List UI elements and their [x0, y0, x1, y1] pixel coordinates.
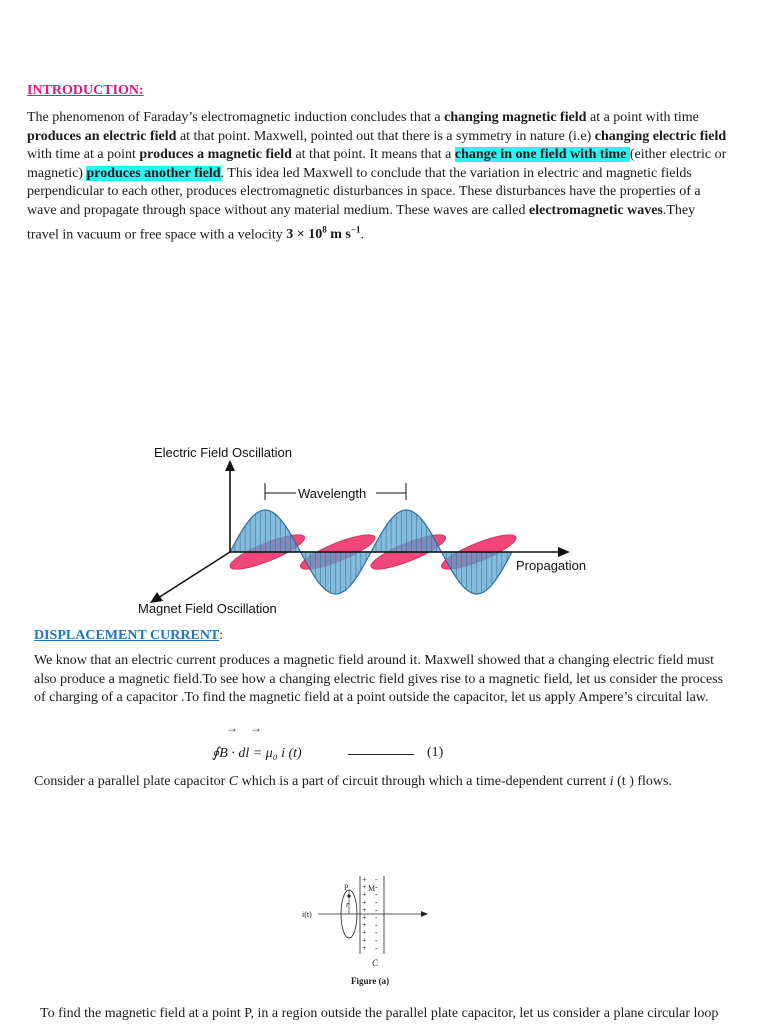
- minus-sign: -: [375, 920, 378, 930]
- minus-sign: -: [375, 905, 378, 915]
- axis-arrow-icon: [225, 460, 235, 471]
- minus-sign: -: [375, 875, 378, 884]
- text-run: with time at a point: [27, 147, 140, 163]
- minus-sign: -: [375, 943, 378, 953]
- minus-sign: -: [375, 935, 378, 945]
- highlight-run: change in one field with time: [454, 147, 630, 163]
- magnetic-field-label: Magnet Field Oscillation: [138, 601, 277, 616]
- plus-sign: +: [362, 920, 367, 930]
- minus-sign: -: [375, 897, 378, 907]
- figure-caption: Figure (a): [351, 976, 390, 986]
- vector-arrow-icon: →: [250, 721, 262, 735]
- displacement-paragraph: We know that an electric current produces a magnetic field around it. Maxwell showed that a changing electric field must also produce a magnetic field.To see how a changing electric field gives rise to a magnetic field, let us consider the process of charging of a capacitor .To find the magnetic field at a point outside the capacitor, let us apply Ampere’s circuital law.: [34, 653, 724, 706]
- radius-label: r: [346, 900, 350, 909]
- ampere-equation: ∮B ∙ dl = μ₀ i (t): [212, 746, 302, 761]
- minus-sign: -: [375, 913, 378, 922]
- plus-sign: +: [362, 897, 367, 907]
- plus-sign: +: [362, 943, 367, 953]
- plus-sign: +: [362, 890, 367, 900]
- current-label: i(t): [302, 910, 312, 919]
- propagation-label: Propagation: [516, 558, 587, 573]
- point-p-label: P: [344, 883, 349, 892]
- bold-run: produces an electric field: [27, 128, 177, 144]
- highlight-run: produces another field: [86, 165, 221, 181]
- text-run: at a point with time: [586, 110, 699, 125]
- text-run: .: [360, 227, 365, 243]
- text-run: .They travel in vacuum or free space with a velocity: [27, 202, 696, 243]
- loop-paragraph: To find the magnetic field at a point P, in a region outside the parallel plate capacitor, let us consider a plane circular loop: [40, 1006, 719, 1021]
- vector-arrow-icon: →: [226, 721, 238, 735]
- bold-run: electromagnetic waves: [529, 202, 663, 218]
- capacitor-figure: [298, 874, 433, 974]
- introduction-heading: INTRODUCTION:: [27, 83, 144, 98]
- introduction-paragraph: [27, 109, 729, 245]
- plus-sign: +: [362, 913, 367, 922]
- plus-sign: +: [362, 905, 367, 915]
- wavelength-label: Wavelength: [298, 486, 367, 501]
- velocity-value: $3 \times 10^8$ m $s^{-1}$: [286, 224, 361, 243]
- text-run: . This idea led Maxwell to conclude that the variation in electric and magnetic fields perpendicular to each other, produces electromagnetic disturbances in space. These disturbances have the properties of a wave and propagate through space without any material medium. These waves are called: [27, 165, 701, 218]
- plus-sign: +: [362, 882, 367, 892]
- capacitor-label: C: [372, 958, 379, 968]
- plus-sign: +: [362, 935, 367, 945]
- current-arrow-icon: [421, 911, 428, 917]
- minus-sign: -: [375, 890, 378, 900]
- text-run: The phenomenon of Faraday’s electromagnetic induction concludes that a: [27, 110, 445, 125]
- equation-dash: [348, 754, 414, 755]
- axis-arrow-icon: [558, 547, 570, 557]
- minus-sign: -: [375, 882, 378, 892]
- text-run: at that point. It means that a: [291, 147, 455, 163]
- magnetic-axis: [158, 552, 230, 598]
- text-run: at that point. Maxwell, pointed out that there is a symmetry in nature (i.e): [176, 128, 595, 144]
- plus-sign: +: [362, 928, 367, 938]
- minus-sign: -: [375, 928, 378, 938]
- bold-run: produces a magnetic field: [139, 147, 292, 163]
- point-m-label: M: [368, 884, 376, 893]
- capacitor-paragraph: Consider a parallel plate capacitor C which is a part of circuit through which a time-dependent current i (t ) flows.: [34, 774, 672, 789]
- equation-number: (1): [427, 745, 444, 760]
- text-run: (either electric or magnetic): [27, 147, 727, 181]
- electric-field-label: Electric Field Oscillation: [154, 445, 292, 460]
- em-wave-figure: [130, 440, 600, 626]
- plus-sign: +: [362, 875, 367, 884]
- bold-run: changing magnetic field: [444, 110, 587, 125]
- bold-run: changing electric field: [594, 128, 727, 144]
- point-p: [347, 894, 350, 897]
- displacement-current-heading: DISPLACEMENT CURRENT:: [34, 628, 224, 643]
